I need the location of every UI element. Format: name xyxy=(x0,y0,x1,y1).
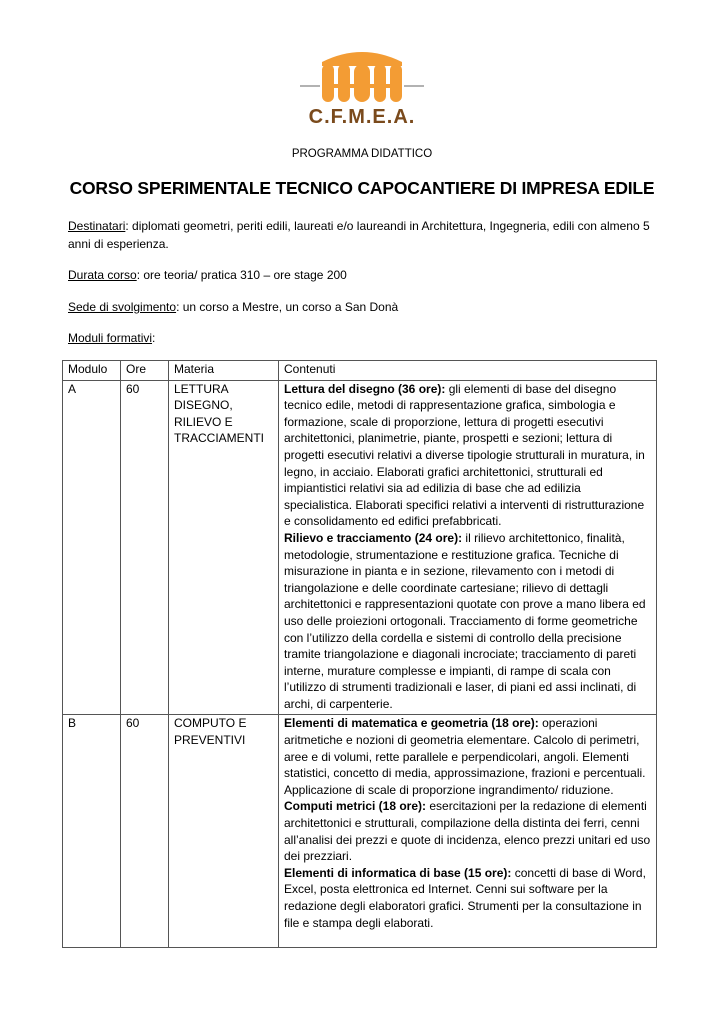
section-heading: Rilievo e tracciamento (24 ore): xyxy=(284,530,463,545)
section-text: esercitazioni per la redazione di elementi architettonici e strutturali, compilazione della distinta dei ferri, cenni all’analisi dei prezzi e quote di incidenza, elenco prezzi unitari ed uso dei prezziari. xyxy=(284,799,651,864)
sede-label: Sede di svolgimento xyxy=(68,300,177,314)
cell-ore: 60 xyxy=(121,380,169,715)
destinatari-value: : diplomati geometri, periti edili, laureati e/o laureandi in Architettura, Ingegneria, edili con almeno 5 anni di esperienza. xyxy=(68,219,650,251)
moduli-value: : xyxy=(152,331,156,345)
cell-modulo: A xyxy=(63,380,121,715)
moduli-label: Moduli formativi xyxy=(68,331,153,345)
section-text: il rilievo architettonico, finalità, metodologie, strumentazione e restituzione grafica. Tecniche di misurazione in pianta e in sezione, rilevamento con i metodi di triangolazione e delle coordinate cartesiane; rilievo di dettagli architettonici e rappresentazioni quotate con prove a mano libera ed uso delle proiezioni ortogonali. Tracciamento di forme geometriche con l’utilizzo della cordella e sistemi di controllo della precisione tramite triangolazione e diagonali incrociate; tracciamento di pareti interne, murature complesse e impianti, di rampe di scala con l’utilizzo di strumenti tradizionali e laser, di piani ed assi inclinati, di archi, di carpenterie. xyxy=(284,530,646,711)
durata-label: Durata corso xyxy=(68,268,137,282)
page-title: CORSO SPERIMENTALE TECNICO CAPOCANTIERE DI IMPRESA EDILE xyxy=(69,178,655,198)
cell-contenuti xyxy=(279,715,657,948)
header-ore: Ore xyxy=(121,361,169,381)
moduli-paragraph xyxy=(68,329,658,347)
table-row xyxy=(63,715,657,948)
cfmea-logo xyxy=(292,44,432,132)
section-text: concetti di base di Word, Excel, posta elettronica ed Internet. Cenni sui software per la redazione degli elaboratori grafici. Strumenti per la consultazione in file e stampa degli elaborati. xyxy=(284,865,646,930)
cell-ore: 60 xyxy=(121,715,169,948)
header-contenuti: Contenuti xyxy=(279,361,657,381)
cell-modulo: B xyxy=(63,715,121,948)
section-heading: Elementi di informatica di base (15 ore): xyxy=(284,865,512,880)
durata-paragraph xyxy=(68,266,658,284)
modules-table xyxy=(62,360,657,948)
durata-value: : ore teoria/ pratica 310 – ore stage 200 xyxy=(136,268,347,282)
destinatari-paragraph xyxy=(68,217,658,253)
table-header-row xyxy=(63,361,657,381)
section-heading: Elementi di matematica e geometria (18 ore): xyxy=(284,716,539,731)
section-text: operazioni aritmetiche e nozioni di geometria elementare. Calcolo di perimetri, aree e di volumi, rette parallele e perpendicolari, angoli. Elementi statistici, concetto di media, approssimazione, frazioni e percentuali. Applicazione di scale di proporzione ingrandimento/ riduzione. xyxy=(284,716,646,797)
building-arches-icon xyxy=(292,44,432,106)
destinatari-label: Destinatari xyxy=(68,219,126,233)
cell-contenuti xyxy=(279,380,657,715)
table-row xyxy=(63,380,657,715)
cell-materia: LETTURA DISEGNO, RILIEVO E TRACCIAMENTI xyxy=(169,380,279,715)
header-materia: Materia xyxy=(169,361,279,381)
section-text: gli elementi di base del disegno tecnico edile, metodi di rappresentazione grafica, simbologia e formazione, scale di proporzione, lettura di progetti esecutivi architettonici, planimetrie, piante, prospetti e sezioni; lettura di progetti esecutivi relativi a diverse tipologie strutturali in muratura, in legno, in acciaio. Elaborati grafici architettonici, strutturali ed impiantistici relativi sia ad edilizia di base che ad edilizia specialistica. Elaborati specifici relativi a interventi di ristrutturazione e consolidamento ed edifici prefabbricati. xyxy=(284,381,645,529)
sede-value: : un corso a Mestre, un corso a San Donà xyxy=(176,300,399,314)
header-modulo: Modulo xyxy=(63,361,121,381)
cell-materia: COMPUTO E PREVENTIVI xyxy=(169,715,279,948)
sede-paragraph xyxy=(68,298,658,316)
section-heading: Lettura del disegno (36 ore): xyxy=(284,381,446,396)
program-subtitle: PROGRAMMA DIDATTICO xyxy=(291,148,433,160)
section-heading: Computi metrici (18 ore): xyxy=(284,799,427,814)
logo-text: C.F.M.E.A. xyxy=(308,106,416,128)
